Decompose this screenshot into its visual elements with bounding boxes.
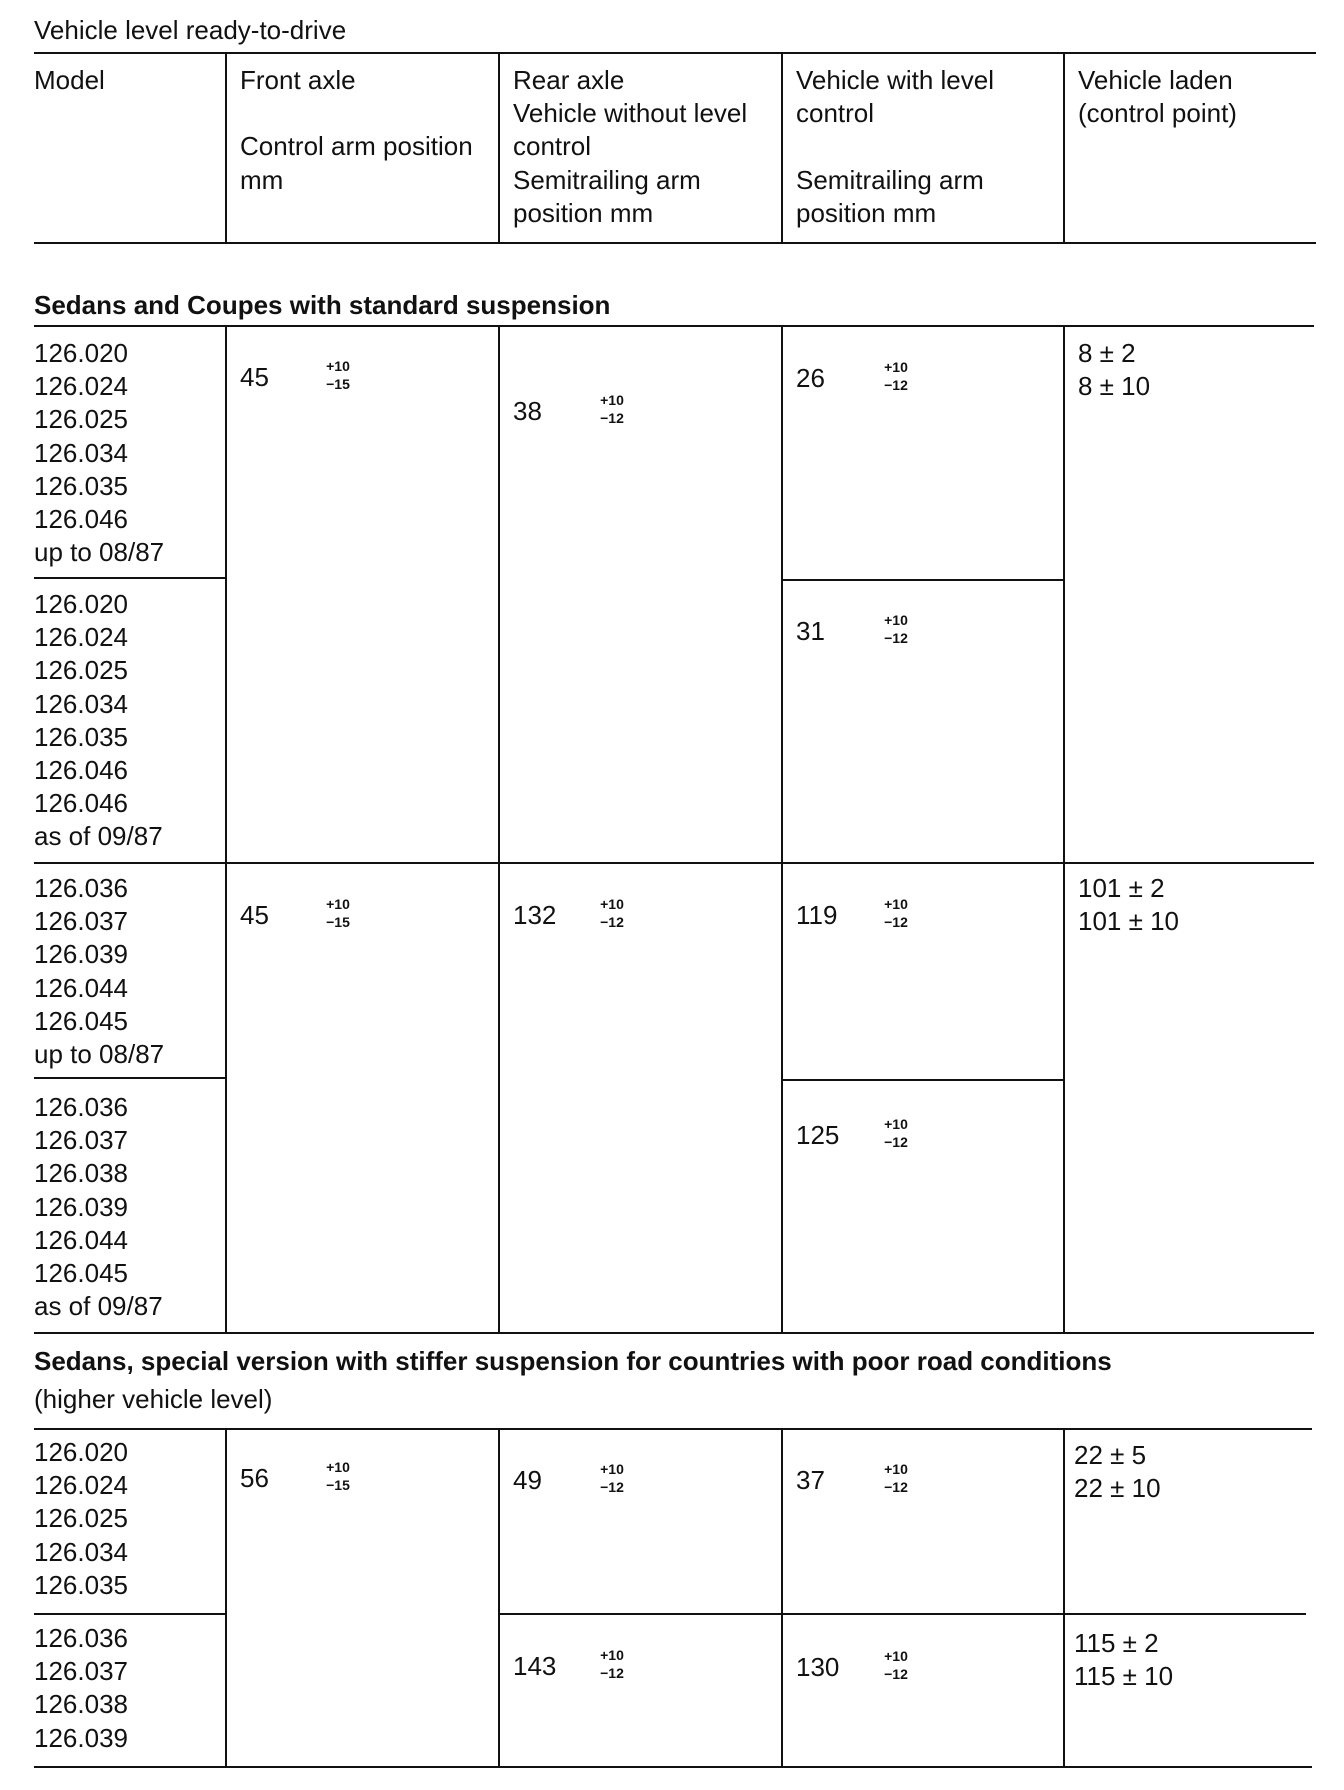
tolerance-minus: −12 <box>884 914 908 930</box>
header-divider-2 <box>498 52 500 242</box>
laden-value: 8 ± 2 8 ± 10 <box>1078 338 1151 402</box>
tolerance-minus: −12 <box>884 1479 908 1495</box>
tolerance-minus: −12 <box>884 1134 908 1150</box>
tolerance-minus: −12 <box>600 410 624 426</box>
section2-bottom-rule <box>34 1766 1312 1768</box>
front-axle-value: 45 <box>240 900 269 930</box>
section1-col-1 <box>225 325 227 1332</box>
header-front-axle: Front axle Control arm position mm <box>240 65 473 195</box>
tolerance-minus: −15 <box>326 1477 350 1493</box>
header-divider-1 <box>225 52 227 242</box>
tolerance-plus: +10 <box>884 1116 908 1132</box>
tolerance-minus: −12 <box>884 630 908 646</box>
laden-value: 115 ± 2 115 ± 10 <box>1074 1628 1174 1692</box>
tolerance-plus: +10 <box>884 1461 908 1477</box>
header-divider-3 <box>781 52 783 242</box>
tolerance-plus: +10 <box>600 1647 624 1663</box>
tolerance-minus: −12 <box>600 914 624 930</box>
level-control-value: 37 <box>796 1465 825 1495</box>
tolerance-minus: −12 <box>600 1479 624 1495</box>
tolerance-plus: +10 <box>326 358 350 374</box>
tolerance-plus: +10 <box>600 1461 624 1477</box>
model-list: 126.036 126.037 126.038 126.039 <box>34 1623 128 1753</box>
model-list: 126.020 126.024 126.025 126.034 126.035 126.046 126.046 as of 09/87 <box>34 589 163 852</box>
section2-col-2 <box>498 1428 500 1766</box>
tolerance-minus: −15 <box>326 376 350 392</box>
laden-value: 101 ± 2 101 ± 10 <box>1078 873 1180 937</box>
tolerance-plus: +10 <box>884 1648 908 1664</box>
section1-divider-a <box>34 577 227 579</box>
header-bottom-rule <box>34 242 1316 244</box>
laden-value: 22 ± 5 22 ± 10 <box>1074 1440 1161 1504</box>
section1-divider-b <box>34 1077 227 1079</box>
rear-axle-value: 132 <box>513 900 557 930</box>
level-control-value: 125 <box>796 1120 840 1150</box>
rear-axle-value: 38 <box>513 396 542 426</box>
model-list: 126.020 126.024 126.025 126.034 126.035 <box>34 1437 128 1600</box>
level-control-value: 119 <box>796 900 838 930</box>
tolerance-minus: −12 <box>600 1665 624 1681</box>
level-control-value: 130 <box>796 1652 840 1682</box>
section2-title: Sedans, special version with stiffer suspension for countries with poor road conditions <box>34 1346 1112 1376</box>
header-vehicle-laden: Vehicle laden (control point) <box>1078 65 1237 129</box>
model-list: 126.020 126.024 126.025 126.034 126.035 126.046 up to 08/87 <box>34 338 165 568</box>
tolerance-plus: +10 <box>884 896 908 912</box>
section2-subtitle: (higher vehicle level) <box>34 1384 273 1414</box>
front-axle-value: 56 <box>240 1463 269 1493</box>
header-model: Model <box>34 65 105 95</box>
section2-col-3 <box>781 1428 783 1766</box>
section1-bottom-rule <box>34 1332 1314 1334</box>
section2-col-1 <box>225 1428 227 1766</box>
tolerance-minus: −12 <box>884 377 908 393</box>
tolerance-plus: +10 <box>326 896 350 912</box>
tolerance-minus: −12 <box>884 1666 908 1682</box>
section1-col-4 <box>1063 325 1065 1332</box>
section2-divider <box>34 1613 227 1615</box>
level-control-value: 26 <box>796 363 825 393</box>
tolerance-plus: +10 <box>326 1459 350 1475</box>
model-list: 126.036 126.037 126.039 126.044 126.045 up to 08/87 <box>34 873 165 1070</box>
section2-divider-right <box>498 1613 1306 1615</box>
section2-col-4 <box>1063 1428 1065 1766</box>
header-level-control: Vehicle with level control Semitrailing arm position mm <box>796 65 994 228</box>
section1-col-2 <box>498 325 500 1332</box>
rear-axle-value: 49 <box>513 1465 542 1495</box>
level-control-value: 31 <box>796 616 825 646</box>
section1-title: Sedans and Coupes with standard suspension <box>34 290 611 320</box>
header-rear-axle: Rear axle Vehicle without level control Semitrailing arm position mm <box>513 65 748 228</box>
front-axle-value: 45 <box>240 362 269 392</box>
tolerance-minus: −15 <box>326 914 350 930</box>
tolerance-plus: +10 <box>884 359 908 375</box>
section1-col-3 <box>781 325 783 1332</box>
section1-divider-a-level <box>781 579 1065 581</box>
header-divider-4 <box>1063 52 1065 242</box>
rear-axle-value: 143 <box>513 1651 557 1681</box>
tolerance-plus: +10 <box>884 612 908 628</box>
tolerance-plus: +10 <box>600 896 624 912</box>
section1-divider-b-level <box>781 1079 1063 1081</box>
tolerance-plus: +10 <box>600 392 624 408</box>
model-list: 126.036 126.037 126.038 126.039 126.044 126.045 as of 09/87 <box>34 1092 163 1322</box>
table-caption: Vehicle level ready-to-drive <box>34 15 347 45</box>
